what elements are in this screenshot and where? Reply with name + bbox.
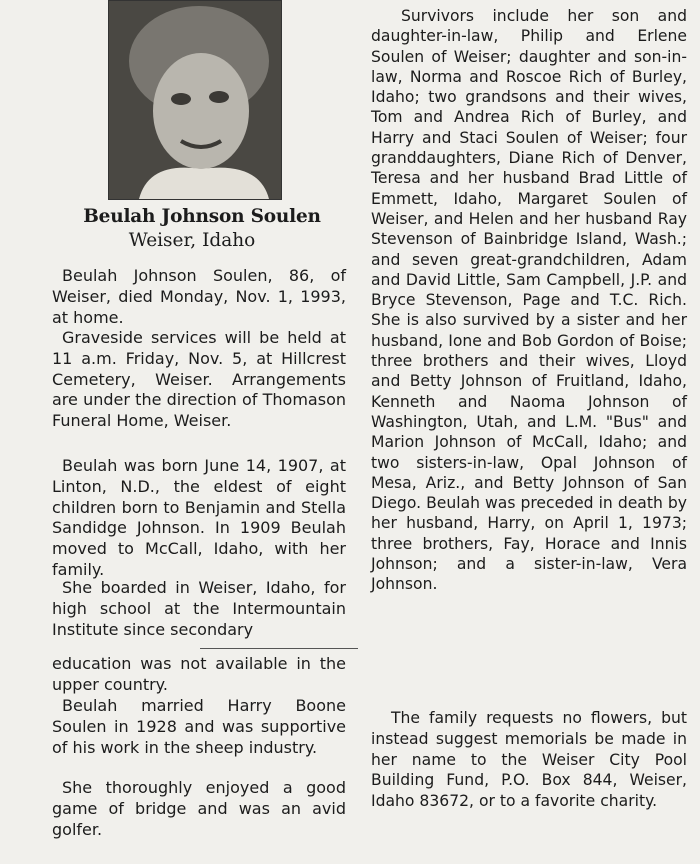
- schooling-paragraph-continued: education was not available in the upper country.: [52, 654, 346, 694]
- memorials-paragraph: The family requests no flowers, but instead suggest memorials be made in her name to the Weiser City Pool Building Fund, P.O. Box 844, Weiser, Idaho 83672, or to a favorite charity.: [371, 709, 687, 811]
- portrait-image: [109, 1, 281, 199]
- deceased-hometown: Weiser, Idaho: [128, 230, 256, 251]
- column-divider: [200, 648, 358, 649]
- hobbies-paragraph: She thoroughly enjoyed a good game of bridge and was an avid golfer.: [52, 778, 346, 839]
- deceased-name: Beulah Johnson Soulen: [83, 206, 321, 227]
- survivors-paragraph: Survivors include her son and daughter-in-law, Philip and Erlene Soulen of Weiser; daughter and son-in-law, Norma and Roscoe Rich of Burley, Idaho; two grandsons and their wives, Tom and Andrea Rich of Burley, and Harry and Staci Soulen of Weiser; four granddaughters, Diane Rich of Denver, Teresa and her husband Brad Little of Emmett, Idaho, Margaret Soulen of Weiser, and Helen and her husband Ray Stevenson of Bainbridge Island, Wash.; and seven great-grandchildren, Adam and David Little, Sam Campbell, J.P. and Bryce Stevenson, Page and T.C. Rich. She is also survived by a sister and her husband, Ione and Bob Gordon of Boise; three brothers and their wives, Lloyd and Betty Johnson of Fruitland, Idaho, Kenneth and Naoma Johnson of Washington, Utah, and L.M. "Bus" and Marion Johnson of McCall, Idaho; and two sisters-in-law, Opal Johnson of Mesa, Ariz., and Betty Johnson of San Diego. Beulah was preceded in death by her husband, Harry, on April 1, 1973; three brothers, Fay, Horace and Innis Johnson; and a sister-in-law, Vera Johnson.: [371, 7, 687, 594]
- death-paragraph: Beulah Johnson Soulen, 86, of Weiser, died Monday, Nov. 1, 1993, at home.: [52, 266, 346, 327]
- portrait-photo: [108, 0, 282, 200]
- schooling-paragraph: She boarded in Weiser, Idaho, for high school at the Intermountain Institute since secondary: [52, 578, 346, 639]
- birth-paragraph: Beulah was born June 14, 1907, at Linton, N.D., the eldest of eight children born to Benjamin and Stella Sandidge Johnson. In 1909 Beulah moved to McCall, Idaho, with her family.: [52, 456, 346, 579]
- services-paragraph: Graveside services will be held at 11 a.m. Friday, Nov. 5, at Hillcrest Cemetery, Weiser. Arrangements are under the direction of Thomason Funeral Home, Weiser.: [52, 328, 346, 431]
- marriage-paragraph: Beulah married Harry Boone Soulen in 1928 and was supportive of his work in the sheep industry.: [52, 696, 346, 757]
